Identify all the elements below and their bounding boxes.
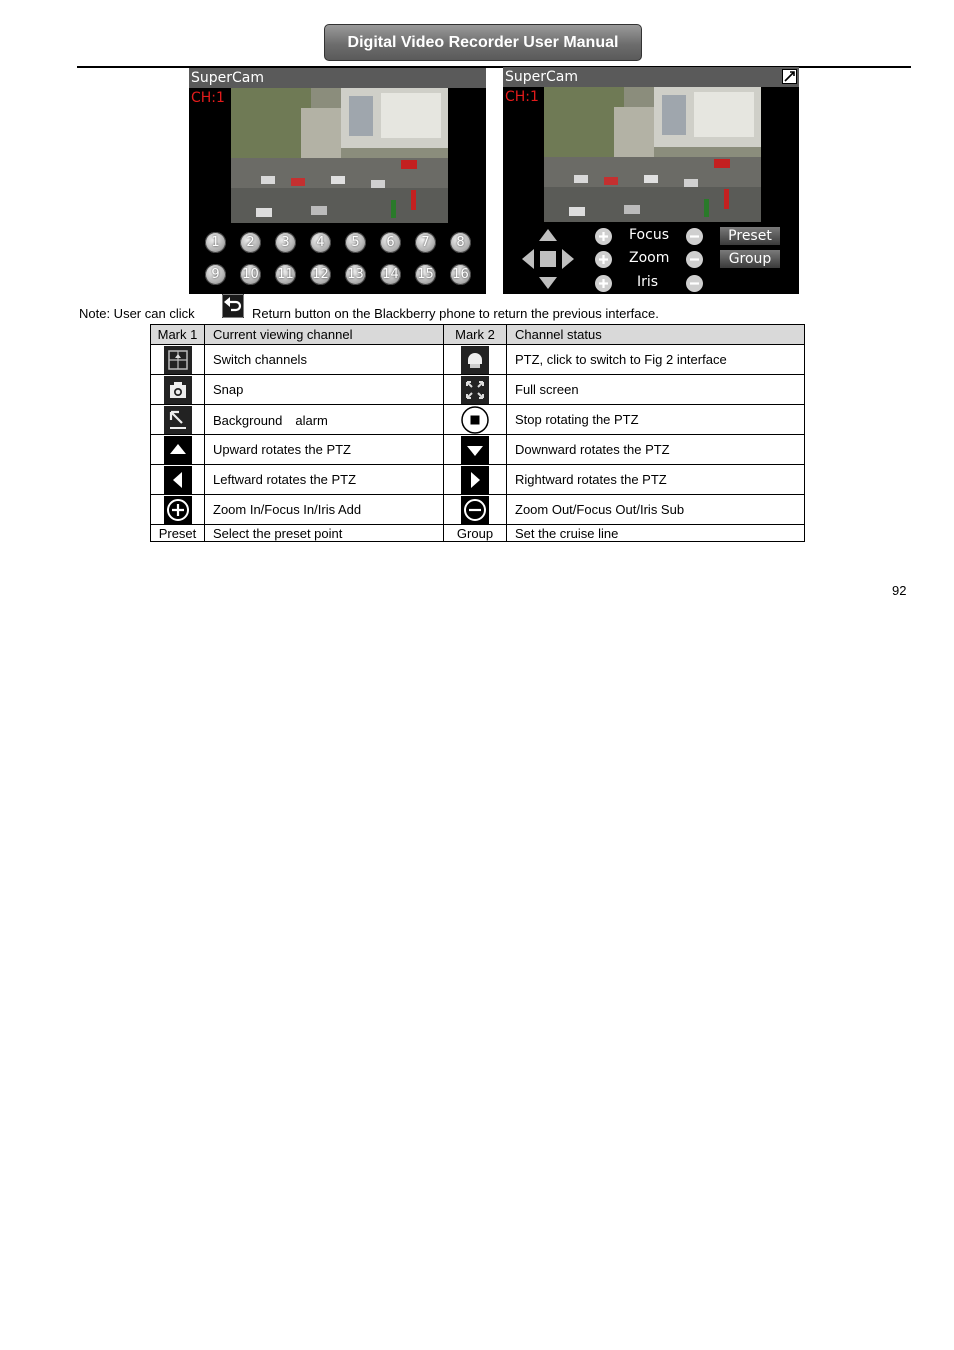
table-row [151,465,805,495]
switch-channel-icon [164,346,192,374]
mark2-cell [444,405,507,435]
mark2-cell [444,465,507,495]
channel-button[interactable]: 16 [450,264,471,285]
zoom-plus-icon[interactable] [594,250,613,269]
desc1-cell: Zoom In/Focus In/Iris Add [205,495,444,525]
minus-circle-icon [461,496,489,524]
arrow-up-icon [164,436,192,464]
mark2-cell: Group [444,525,507,542]
mark2-header: Mark 2 [444,325,507,345]
desc2-cell: Stop rotating the PTZ [507,405,805,435]
camera-snap-icon [164,376,192,404]
channel-button[interactable]: 2 [240,232,261,253]
channel-button[interactable]: 12 [310,264,331,285]
channel-button[interactable]: 15 [415,264,436,285]
focus-plus-icon[interactable] [594,227,613,246]
channel-label: CH:1 [505,89,539,105]
mark1-cell: Preset [151,525,205,542]
iris-minus-icon[interactable] [685,274,704,293]
focus-minus-icon[interactable] [685,227,704,246]
plus-circle-icon [164,496,192,524]
arrow-right-icon [461,466,489,494]
desc1-cell: Snap [205,375,444,405]
mark2-cell [444,435,507,465]
channel-button[interactable]: 13 [345,264,366,285]
app-title-bar: SuperCam [189,68,486,88]
arrow-left-icon [164,466,192,494]
mark1-cell [151,345,205,375]
ptz-direction-pad[interactable] [520,227,576,291]
desc1-cell: Leftward rotates the PTZ [205,465,444,495]
table-row [151,435,805,465]
group-button[interactable]: Group [720,250,780,268]
desc2-cell: Full screen [507,375,805,405]
channel-button[interactable]: 10 [240,264,261,285]
channel-button[interactable]: 6 [380,232,401,253]
mark1-cell [151,375,205,405]
desc1-header: Current viewing channel [205,325,444,345]
mark1-cell [151,405,205,435]
ptz-camera-icon [461,346,489,374]
screen-channel-select [189,68,486,294]
desc2-cell: Downward rotates the PTZ [507,435,805,465]
channel-button[interactable]: 9 [205,264,226,285]
mark1-header: Mark 1 [151,325,205,345]
screen-ptz-control [503,67,799,294]
mark2-cell [444,495,507,525]
mark1-cell [151,435,205,465]
preset-button[interactable]: Preset [720,227,780,245]
desc1-cell: Switch channels [205,345,444,375]
channel-button[interactable]: 3 [275,232,296,253]
zoom-minus-icon[interactable] [685,250,704,269]
desc1-cell: Background alarm [205,405,444,435]
channel-label: CH:1 [191,90,225,106]
page-number: 92 [892,583,907,598]
camera-video-feed [544,87,761,222]
fullscreen-icon [461,376,489,404]
channel-button[interactable]: 1 [205,232,226,253]
mark1-cell [151,465,205,495]
background-alarm-icon [164,406,192,434]
camera-video-feed [231,88,448,223]
stop-icon [461,406,489,434]
desc1-cell: Select the preset point [205,525,444,542]
iris-plus-icon[interactable] [594,274,613,293]
switch-view-icon[interactable] [782,69,797,84]
note-text-suffix: Return button on the Blackberry phone to return the previous interface. [252,306,659,321]
desc2-cell: Rightward rotates the PTZ [507,465,805,495]
app-title-bar: SuperCam [503,67,799,87]
desc2-cell: Set the cruise line [507,525,805,542]
focus-label: Focus [629,227,669,243]
channel-button[interactable]: 4 [310,232,331,253]
channel-button[interactable]: 5 [345,232,366,253]
desc1-cell: Upward rotates the PTZ [205,435,444,465]
channel-button[interactable]: 8 [450,232,471,253]
table-row [151,495,805,525]
arrow-down-icon [461,436,489,464]
desc2-header: Channel status [507,325,805,345]
mark2-cell [444,345,507,375]
note-text-prefix: Note: User can click [79,306,195,321]
zoom-label: Zoom [629,250,670,266]
mark1-cell [151,495,205,525]
table-row [151,375,805,405]
channel-button[interactable]: 7 [415,232,436,253]
desc2-cell: PTZ, click to switch to Fig 2 interface [507,345,805,375]
mark2-cell [444,375,507,405]
iris-label: Iris [637,274,659,290]
table-header-row [151,325,805,345]
manual-title-banner: Digital Video Recorder User Manual [324,24,642,61]
table-row [151,405,805,435]
desc2-cell: Zoom Out/Focus Out/Iris Sub [507,495,805,525]
channel-button[interactable]: 11 [275,264,296,285]
icon-legend-table [150,324,805,542]
channel-button[interactable]: 14 [380,264,401,285]
return-icon [222,294,244,318]
table-row [151,345,805,375]
table-row [151,525,805,542]
